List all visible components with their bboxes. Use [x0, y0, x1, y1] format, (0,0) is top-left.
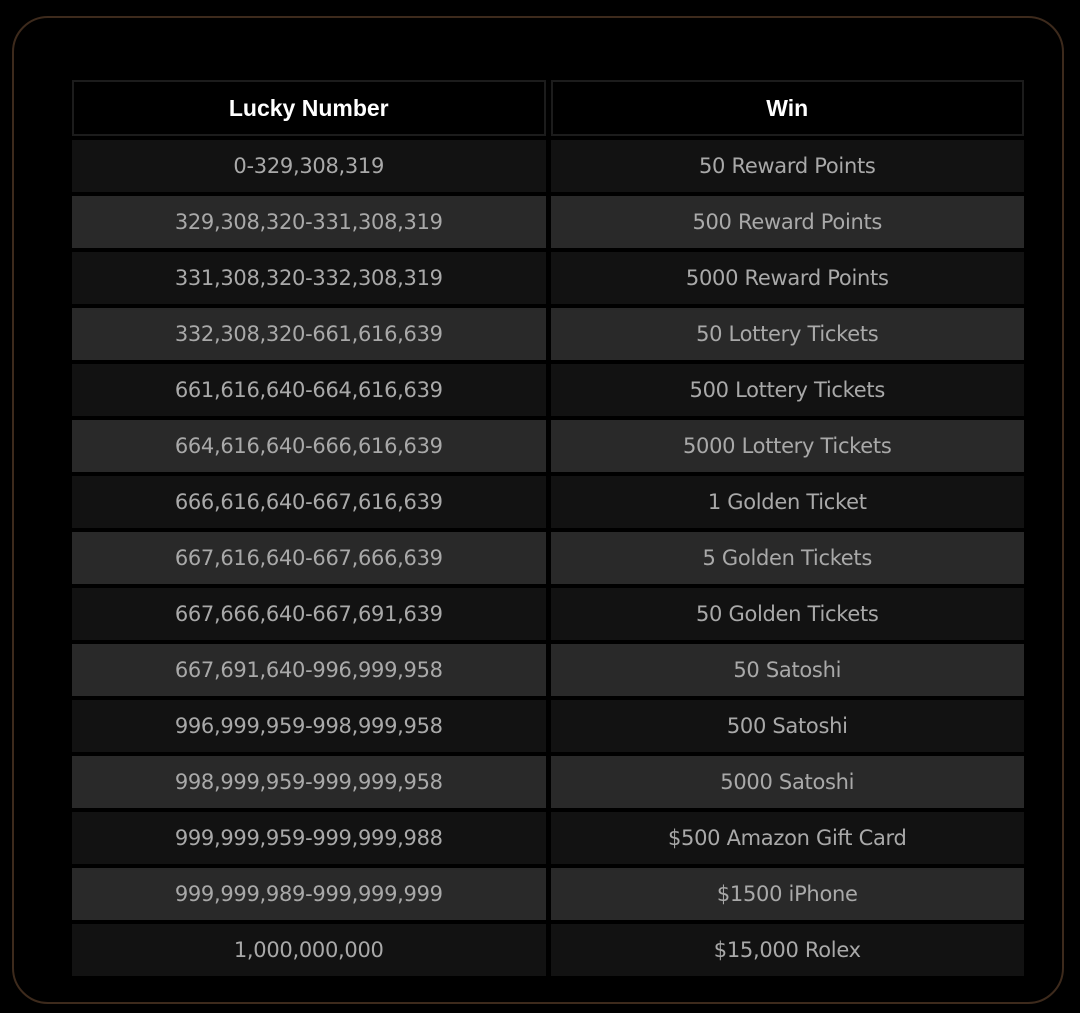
lucky-number-cell: 999,999,959-999,999,988	[72, 812, 546, 864]
table-row	[72, 924, 1024, 976]
column-header-win: Win	[551, 80, 1025, 136]
lucky-number-cell: 666,616,640-667,616,639	[72, 476, 546, 528]
win-cell: $1500 iPhone	[551, 868, 1025, 920]
win-cell: 50 Golden Tickets	[551, 588, 1025, 640]
lucky-number-cell: 1,000,000,000	[72, 924, 546, 976]
lucky-number-cell: 667,691,640-996,999,958	[72, 644, 546, 696]
lucky-number-cell: 329,308,320-331,308,319	[72, 196, 546, 248]
table-row	[72, 364, 1024, 416]
table-row	[72, 252, 1024, 304]
lucky-number-cell: 0-329,308,319	[72, 140, 546, 192]
table-row	[72, 140, 1024, 192]
lucky-number-cell: 998,999,959-999,999,958	[72, 756, 546, 808]
win-cell: 500 Reward Points	[551, 196, 1025, 248]
table-row	[72, 476, 1024, 528]
table-row	[72, 812, 1024, 864]
table-row	[72, 588, 1024, 640]
column-header-lucky-number: Lucky Number	[72, 80, 546, 136]
win-cell: 5000 Satoshi	[551, 756, 1025, 808]
table-row	[72, 532, 1024, 584]
table-header-row	[72, 80, 1024, 136]
lucky-number-cell: 332,308,320-661,616,639	[72, 308, 546, 360]
win-cell: $500 Amazon Gift Card	[551, 812, 1025, 864]
win-cell: $15,000 Rolex	[551, 924, 1025, 976]
win-cell: 1 Golden Ticket	[551, 476, 1025, 528]
table-row	[72, 756, 1024, 808]
table-row	[72, 644, 1024, 696]
lucky-number-cell: 664,616,640-666,616,639	[72, 420, 546, 472]
win-cell: 5000 Reward Points	[551, 252, 1025, 304]
table-row	[72, 420, 1024, 472]
lucky-number-cell: 999,999,989-999,999,999	[72, 868, 546, 920]
prize-table-panel	[12, 16, 1064, 1004]
table-row	[72, 868, 1024, 920]
win-cell: 500 Lottery Tickets	[551, 364, 1025, 416]
win-cell: 5 Golden Tickets	[551, 532, 1025, 584]
win-cell: 50 Reward Points	[551, 140, 1025, 192]
prize-table	[67, 76, 1029, 980]
lucky-number-cell: 331,308,320-332,308,319	[72, 252, 546, 304]
table-row	[72, 700, 1024, 752]
lucky-number-cell: 661,616,640-664,616,639	[72, 364, 546, 416]
table-row	[72, 196, 1024, 248]
win-cell: 500 Satoshi	[551, 700, 1025, 752]
table-row	[72, 308, 1024, 360]
win-cell: 50 Lottery Tickets	[551, 308, 1025, 360]
lucky-number-cell: 996,999,959-998,999,958	[72, 700, 546, 752]
lucky-number-cell: 667,616,640-667,666,639	[72, 532, 546, 584]
prize-table-container	[72, 80, 1034, 980]
win-cell: 50 Satoshi	[551, 644, 1025, 696]
win-cell: 5000 Lottery Tickets	[551, 420, 1025, 472]
lucky-number-cell: 667,666,640-667,691,639	[72, 588, 546, 640]
